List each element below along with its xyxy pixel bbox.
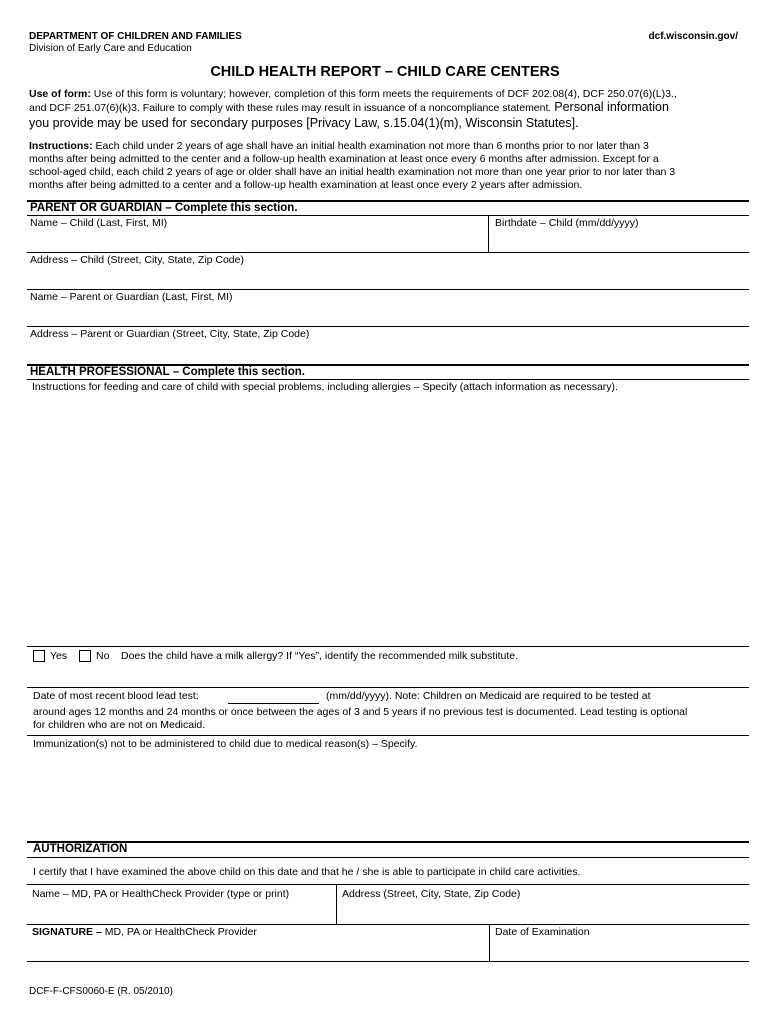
instructions-label: Instructions: — [29, 140, 93, 152]
lead-note-line2: around ages 12 months and 24 months or once between the ages of 3 and 5 years if no previous test is documented. Lead testing is optional — [33, 706, 688, 718]
instructions-line1: Each child under 2 years of age shall have an initial health examination not more than 6 months prior to nor later than 3 — [95, 140, 649, 152]
form-title: CHILD HEALTH REPORT – CHILD CARE CENTERS — [210, 64, 560, 80]
feeding-instructions-field[interactable] — [27, 380, 749, 646]
use-of-form-block — [29, 88, 749, 131]
signature-label — [32, 926, 257, 938]
provider-name-field[interactable] — [27, 885, 336, 924]
lead-test-label: Date of most recent blood lead test: — [33, 690, 199, 702]
authorization-heading: AUTHORIZATION — [33, 843, 128, 855]
signature-label-bold: SIGNATURE – — [32, 926, 102, 938]
parent-address-label: Address – Parent or Guardian (Street, City, State, Zip Code) — [30, 328, 310, 340]
division-name: Division of Early Care and Education — [29, 43, 192, 54]
no-label: No — [96, 650, 110, 662]
lead-test-date-field[interactable] — [228, 690, 319, 704]
child-name-field[interactable] — [27, 216, 488, 252]
use-of-form-line1: Use of this form is voluntary; however, completion of this form meets the requirements of DCF 202.08(4), DCF 250.07(6)(L)3., — [93, 88, 677, 100]
instructions-block — [29, 140, 749, 192]
child-birthdate-field[interactable] — [489, 216, 749, 252]
use-of-form-line2b: Personal information — [554, 100, 669, 114]
child-address-field[interactable] — [27, 253, 749, 289]
child-birthdate-label: Birthdate – Child (mm/dd/yyyy) — [495, 217, 639, 229]
parent-name-label: Name – Parent or Guardian (Last, First, MI) — [30, 291, 233, 303]
child-address-label: Address – Child (Street, City, State, Zip Code) — [30, 254, 244, 266]
use-of-form-line2a: and DCF 251.07(6)(k)3. Failure to comply with these rules may result in issuance of a noncompliance statement. — [29, 102, 552, 114]
parent-section-heading: PARENT OR GUARDIAN – Complete this section. — [30, 202, 298, 214]
lead-note-line3: for children who are not on Medicaid. — [33, 719, 206, 731]
section-rule — [27, 841, 749, 843]
bottom-rule — [27, 961, 749, 962]
exam-date-field[interactable] — [490, 925, 749, 961]
yes-label: Yes — [50, 650, 68, 662]
provider-address-label: Address (Street, City, State, Zip Code) — [342, 888, 521, 900]
form-number: DCF-F-CFS0060-E (R. 05/2010) — [29, 986, 173, 997]
child-name-label: Name – Child (Last, First, MI) — [30, 217, 168, 229]
provider-signature-field[interactable] — [27, 925, 489, 961]
instructions-line4: months after being admitted to a center and a follow-up health examination at least once every 2 years after admission. — [29, 179, 583, 191]
milk-allergy-no-checkbox[interactable] — [79, 650, 91, 662]
use-of-form-label: Use of form: — [29, 88, 91, 100]
row-rule — [27, 687, 749, 688]
instructions-line2: months after being admitted to the center and a follow-up health examination at least once every 6 months after admission. Except for a — [29, 153, 659, 165]
provider-address-field[interactable] — [337, 885, 749, 924]
parent-name-field[interactable] — [27, 290, 749, 326]
use-of-form-line3: you provide may be used for secondary purposes [Privacy Law, s.15.04(1)(m), Wisconsin Statutes]. — [29, 116, 579, 130]
milk-allergy-yes-checkbox[interactable] — [33, 650, 45, 662]
feeding-instructions-label: Instructions for feeding and care of child with special problems, including allergies – Specify (attach information as necessary). — [32, 381, 618, 393]
health-section-heading: HEALTH PROFESSIONAL – Complete this section. — [30, 366, 305, 378]
certification-text: I certify that I have examined the above child on this date and that he / she is able to participate in child care activities. — [33, 866, 581, 878]
authorization-heading-underline — [27, 857, 749, 858]
signature-label-rest: MD, PA or HealthCheck Provider — [101, 926, 257, 938]
lead-note-line1: (mm/dd/yyyy). Note: Children on Medicaid are required to be tested at — [326, 690, 651, 702]
row-rule — [27, 646, 749, 647]
milk-allergy-question: Does the child have a milk allergy? If “Yes”, identify the recommended milk substitute. — [121, 650, 519, 662]
instructions-line3: school-aged child, each child 2 years of age or older shall have an initial health examination not more than one year prior to nor later than 3 — [29, 166, 676, 178]
department-name: DEPARTMENT OF CHILDREN AND FAMILIES — [29, 31, 242, 42]
immunization-field[interactable] — [27, 736, 749, 840]
exam-date-label: Date of Examination — [495, 926, 590, 938]
immunization-label: Immunization(s) not to be administered to child due to medical reason(s) – Specify. — [33, 738, 418, 750]
milk-substitute-field[interactable] — [27, 665, 749, 687]
parent-address-field[interactable] — [27, 327, 749, 363]
provider-name-label: Name – MD, PA or HealthCheck Provider (type or print) — [32, 888, 290, 900]
website-link[interactable]: dcf.wisconsin.gov/ — [648, 31, 738, 42]
